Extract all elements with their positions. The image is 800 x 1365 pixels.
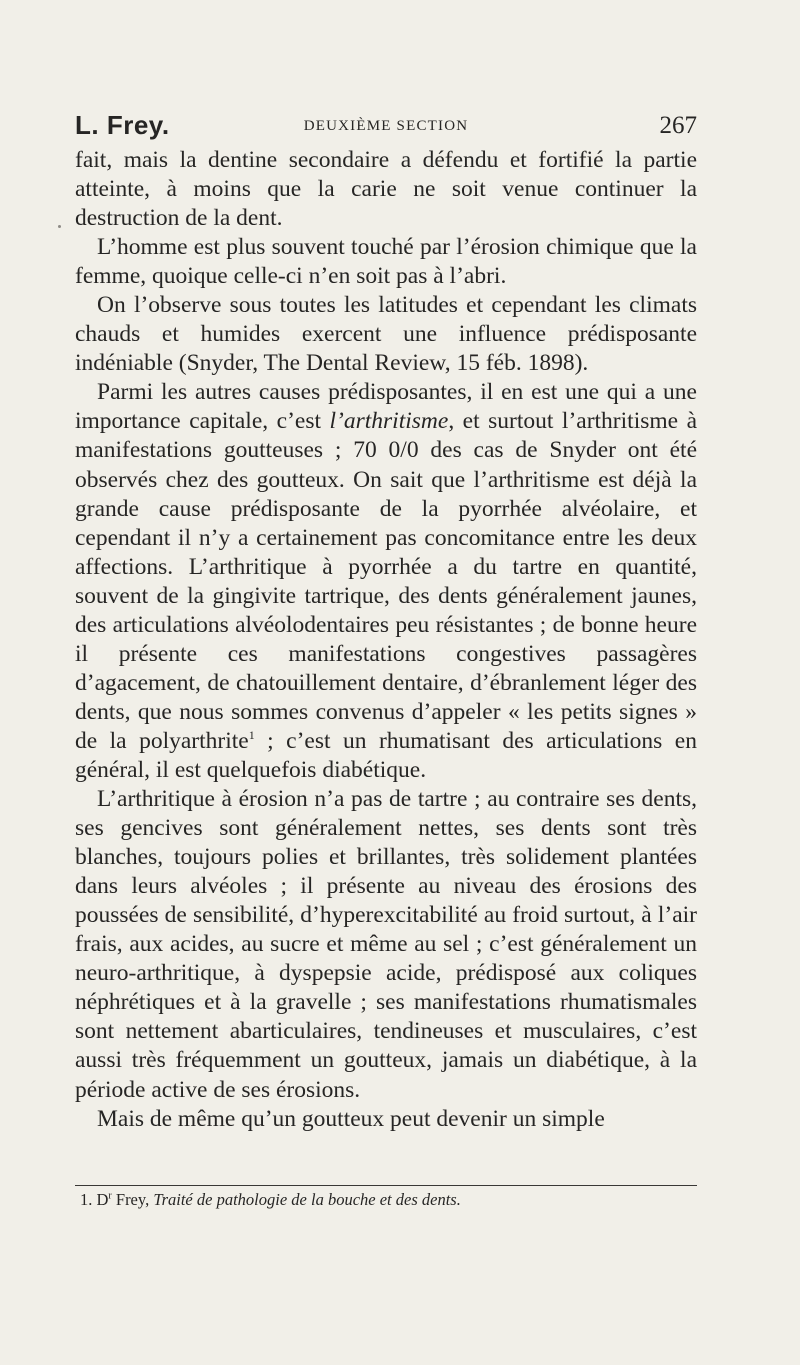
footnote-author-prefix: D [96, 1190, 109, 1209]
body-text [75, 146, 697, 1134]
paragraph-4 [75, 378, 697, 785]
footnote-author-superscript: r [108, 1190, 112, 1202]
footnote-number: 1. [80, 1190, 93, 1209]
paragraph-4-part-b: , et surtout l’arthritisme à manifestations goutteuses ; 70 0/0 des cas de Snyder ont été observés chez des goutteux. On sait que l’arthritisme est déjà la grande cause prédisposante de la pyorrhée alvéolaire, et cependant il n’y a certainement pas concomitance entre les deux affections. L’arthritique à pyorrhée a du tartre en quantité, souvent de la gingivite tartrique, des dents généralement jaunes, des articulations alvéolodentaires peu résistantes ; de bonne heure il présente ces manifestations congestives passagères d’agacement, de chatouillement dentaire, d’ébranlement léger des dents, que nous sommes convenus d’appeler « les petits signes » de la polyarthrite [75, 408, 698, 754]
footnote-title: Traité de pathologie de la bouche et des dents. [153, 1190, 461, 1209]
header-section-title: DEUXIÈME SECTION [303, 118, 469, 134]
footnote [80, 1190, 695, 1210]
footnote-reference: 1 [248, 728, 255, 743]
header-author: L. Frey. [75, 110, 170, 140]
print-speck [58, 225, 61, 228]
paragraph-5: L’arthritique à érosion n’a pas de tartre ; au contraire ses dents, ses gencives sont généralement nettes, ses dents sont très blanches, toujours polies et brillantes, très solidement plantées dans leurs alvéoles ; il présente au niveau des érosions des poussées de sensibilité, d’hyperexcitabilité au froid surtout, à l’air frais, aux acides, au sucre et même au sel ; c’est généralement un neuro-arthritique, à dyspepsie acide, prédisposé aux coliques néphrétiques et à la gravelle ; ses manifestations rhumatismales sont nettement abarticulaires, tendineuses et musculaires, c’est aussi très fréquemment un goutteux, jamais un diabétique, à la période active de ses érosions. [75, 786, 697, 1103]
page-number: 267 [659, 112, 697, 139]
paragraph-4-part-a: Parmi les autres causes prédisposantes, il en est une qui a une importance capitale, c’est [75, 379, 697, 435]
paragraph-2: L’homme est plus souvent touché par l’érosion chimique que la femme, quoique celle-ci n’en soit pas à l’abri. [75, 234, 697, 290]
paragraph-6: Mais de même qu’un goutteux peut devenir un simple [97, 1105, 605, 1132]
footnote-author-name: Frey, [111, 1190, 154, 1209]
paragraph-3: On l’observe sous toutes les latitudes et cependant les climats chauds et humides exercent une influence prédisposante indéniable (Snyder, The Dental Review, 15 féb. 1898). [75, 292, 697, 377]
running-header [75, 110, 697, 144]
footnote-separator [75, 1185, 697, 1186]
emphasis-arthritisme: l’arthritisme [329, 408, 449, 435]
paragraph-1: fait, mais la dentine secondaire a défendu et fortifié la partie atteinte, à moins que la carie ne soit venue continuer la destruction de la dent. [75, 147, 697, 232]
paragraph-4-part-c: ; c’est un rhumatisant des articulations en général, il est quelquefois diabétique. [75, 727, 697, 783]
